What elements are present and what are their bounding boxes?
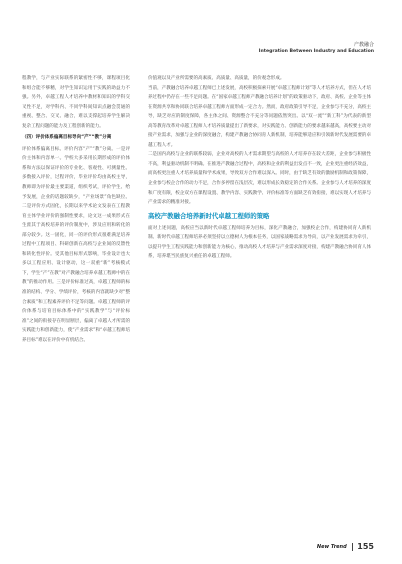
section-title: 高校产教融合培养新时代卓越工程师的策略	[148, 211, 270, 220]
paragraph: 程教学，与产业实际联系的紧密性不够，课程项目化和组合能不够精，对学生知识运用于实践的助益力不强。另外，卓越工程人才培养中教材和知识的学科交叉性不足，对学科内、不同学科间知识点融会贯通的重视、整合、交叉、融合，难以支撑起培养学生解决复杂工程问题的能力及工程创新的能力。	[22, 76, 130, 129]
right-column	[148, 74, 371, 262]
page-footer	[317, 542, 374, 551]
subheading: （四）评价体系偏离目标导向“产”“教”分离	[22, 135, 112, 141]
paragraph: 价值观以及产业所需要的高素质、高质量、高质量，的价观念形成。	[148, 76, 285, 81]
footer-divider	[352, 543, 353, 551]
page-number: 155	[357, 542, 374, 551]
paragraph: 当前，产教融合培养卓越工程师已上述发展，高校积极探索开展“卓越工程师计划”等人才培养方式，但在人才培养过程中仍存在一些不足问题。在“国家卓越工程师产教融合培养计划”的政策驱动下，政府、高校、企业等主体在资源共享和协同联合培养卓越工程师方面形成一定合力。然而，政府政策引导不足，企业参与不充分，高校主导，缺乏对应的制度保障，各主体之间、资源整合不充分等问题依然突出。以“双一流”“新工科”为代表的新型高等教育改革对卓越工程师人才培养质量提出了新要求，对实践能力、创新能力的要求越来越高，高校要主动对接产业需求，加强与企业的深度融合，构建产教融合协同育人新机制，培养能够适应和引领新时代发展需要的卓越工程人才。	[148, 85, 371, 148]
column-header	[259, 42, 374, 55]
paragraph: 面对上述问题，高校应当以新时代卓越工程师培养为目标，深化产教融合，加强校企合作，构建协同育人新机制。新时代卓越工程师培养必须坚持以立德树人为根本任务，以国家战略需求为导向，以产业发展需求为牵引，以提升学生工程实践能力和创新能力为核心，推动高校人才培养与产业需求深度对接，构建产教融合协同育人体系，培养堪当民族复兴重任的卓越工程师。	[148, 225, 371, 260]
paragraph: 二是国内高校与企业的联系较弱，企业对高校的人才需求期望与高校的人才培养存在较大差距，企业参与积极性不高，利益驱动机制不明确。在推进产教融合过程中，高校和企业的利益出发点不一致，企业更注重经济效益，而高校更注重人才培养质量和学术成果，导致双方合作难以深入。同时，由于缺乏有效的激励机制和政策保障，企业参与校企合作的动力不足，合作多停留在浅层次，难以形成长效稳定的合作关系。企业参与人才培养的深度和广度有限，校企双方在课程设置、教学内容、实践教学、评价标准等方面缺乏有效衔接，难以实现人才培养与产业需求的精准对接。	[148, 152, 371, 206]
magazine-name: New Trend	[316, 543, 347, 550]
column-title-en: Integration Between Industry and Education	[258, 49, 374, 54]
paragraph: 评价体系偏离目标。评价内容“产”“教”分离。一是评价主体和内容单一。学校大多采用长期形成的评价体系和方法以保证评价的专业化、客观性、可测量性。多数接入评价，过程评价，毕业评价均由高校主导，教师即为评价最主要渠道，组织考试，评价学生、给予发展，企业的话题较缺少，“产业场景”角色缺位。二是评价方式固化，长期以来学术论文发表在工程教育主体学业评价的强制性要求，论文这一成果形式在生涯其于高校培养的评价制度中，涉及应用和转化的部分较少。这一固化，同一的评价形式很难满足培养过程中工程项目、科研创新在高校与企业间的反馈性和转化性评价。受其他目标形式影响，毕业设计也大多以工程应用、设计驱动，这一双重“新”考核模式下，学生“产”在教”对产教融合培养卓越工程师中的在教”的推动作用。三是评价标准过高，卓越工程师的标准的结构、学分、学绩评价，考核的内容就缺少对“整合素质”和工程素养评价不足等问题。卓越工程师的评价体系与培育目标体系中的“实践教学”与“评价标准”之间的衔接存在明显断层，偏离了卓越人才所需的实践能力和创新能力，使“产业需求”和“卓越工程师培养目标”难以在评价中有机结合。	[22, 146, 130, 343]
column-title-cn: 产教融合	[353, 42, 374, 48]
left-column	[22, 74, 130, 345]
